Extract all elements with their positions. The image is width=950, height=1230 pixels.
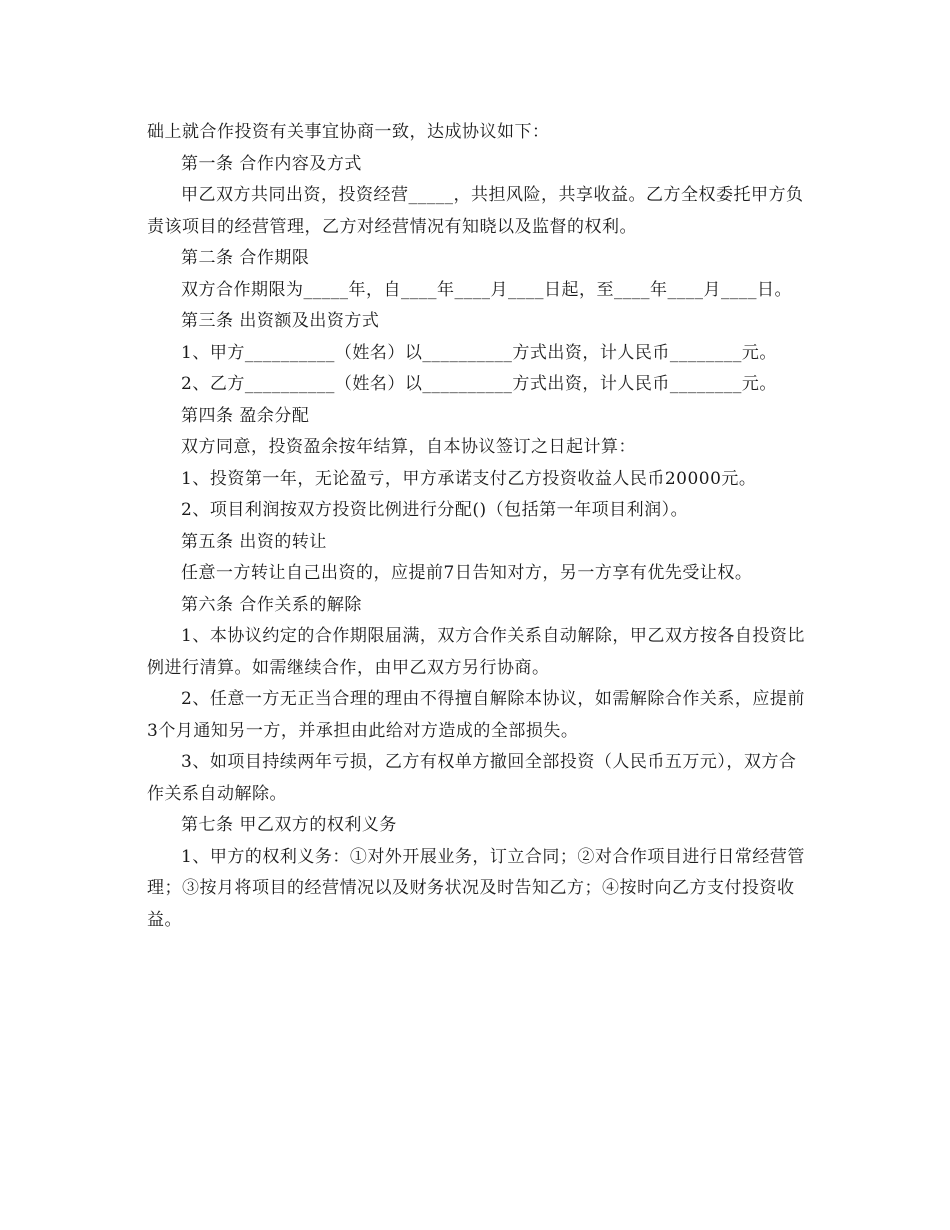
article-7-heading: 第七条 甲乙双方的权利义务 [181, 815, 397, 835]
article-5-heading: 第五条 出资的转让 [181, 531, 327, 552]
article-5-body: 任意一方转让自己出资的，应提前7日告知对方，另一方享有优先受让权。 [181, 563, 753, 583]
article-3-item-1: 1、甲方__________（姓名）以__________方式出资，计人民币________元。 [181, 342, 777, 363]
article-4-body: 双方同意，投资盈余按年结算，自本协议签订之日起计算： [181, 437, 636, 457]
article-2-body: 双方合作期限为_____年，自____年____月____日起，至____年____月____日。 [181, 279, 792, 300]
document-body [147, 117, 807, 936]
article-4-heading: 第四条 盈余分配 [181, 405, 310, 426]
article-2-heading: 第二条 合作期限 [181, 248, 310, 268]
article-6-item-1: 1、本协议约定的合作期限届满，双方合作关系自动解除，甲乙双方按各自投资比例进行清算。如需继续合作，由甲乙双方另行协商。 [147, 626, 805, 678]
article-6-item-3: 3、如项目持续两年亏损，乙方有权单方撤回全部投资（人民币五万元），双方合作关系自动解除。 [147, 752, 797, 804]
article-1-heading: 第一条 合作内容及方式 [181, 153, 362, 174]
article-3-heading: 第三条 出资额及出资方式 [181, 311, 380, 331]
article-4-item-1: 1、投资第一年，无论盈亏，甲方承诺支付乙方投资收益人民币20000元。 [181, 468, 757, 489]
article-6-item-2: 2、任意一方无正当合理的理由不得擅自解除本协议，如需解除合作关系，应提前3个月通知另一方，并承担由此给对方造成的全部损失。 [147, 689, 805, 741]
paragraph-intro: 础上就合作投资有关事宜协商一致，达成协议如下： [147, 122, 550, 142]
article-1-body: 甲乙双方共同出资，投资经营_____，共担风险，共享收益。乙方全权委托甲方负责该项目的经营管理，乙方对经营情况有知晓以及监督的权利。 [147, 185, 804, 237]
article-4-item-2: 2、项目利润按双方投资比例进行分配()（包括第一年项目利润）。 [181, 500, 689, 520]
article-6-heading: 第六条 合作关系的解除 [181, 594, 362, 615]
article-7-item-1: 1、甲方的权利义务：①对外开展业务，订立合同；②对合作项目进行日常经营管理；③按月将项目的经营情况以及财务状况及时告知乙方；④按时向乙方支付投资收益。 [147, 846, 805, 930]
article-3-item-2: 2、乙方__________（姓名）以__________方式出资，计人民币________元。 [181, 374, 777, 394]
